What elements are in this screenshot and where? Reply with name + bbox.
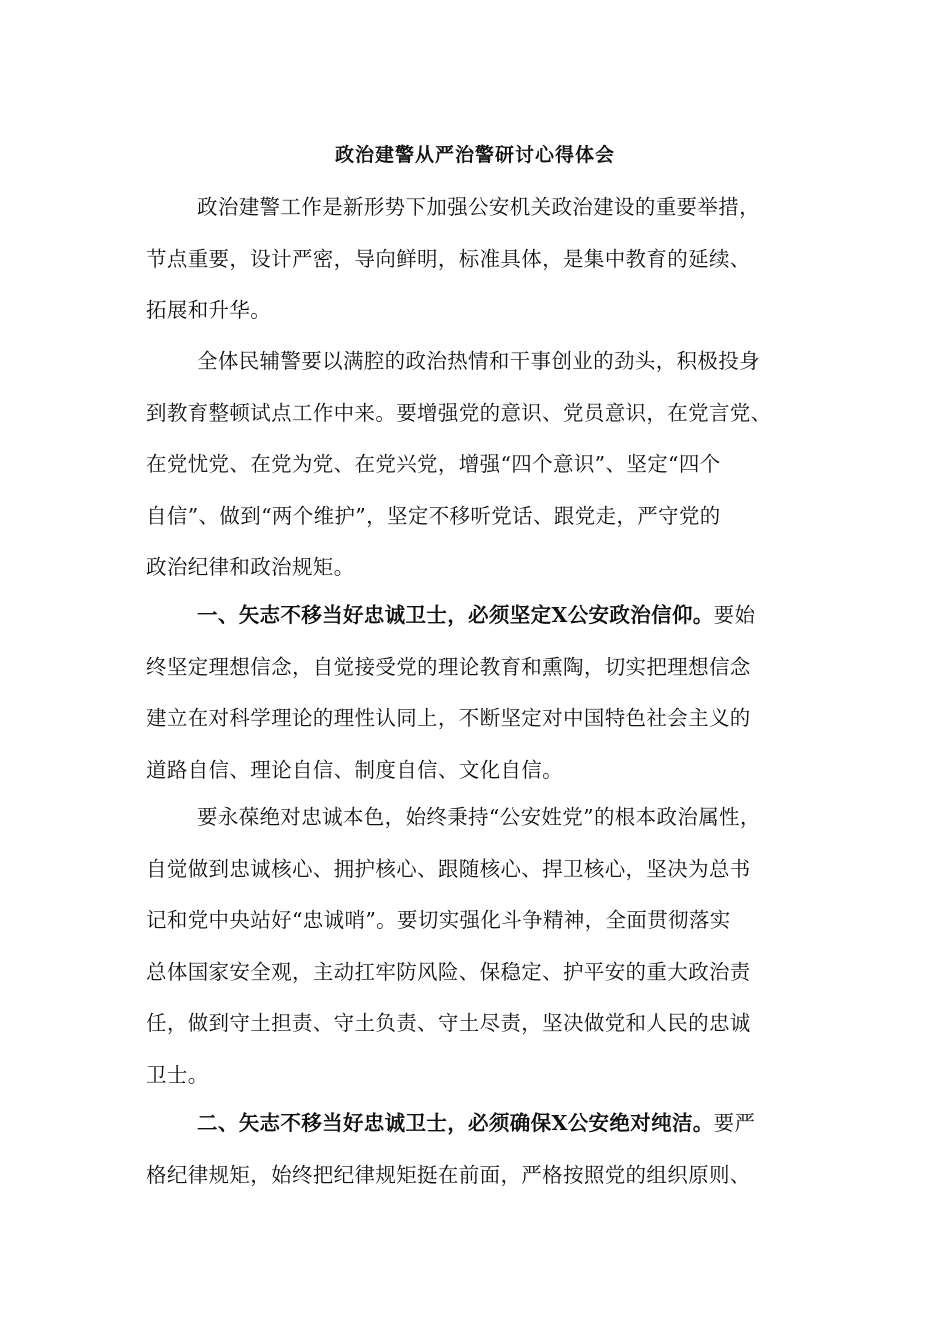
paragraph-line: 建立在对科学理论的理性认同上，不断坚定对中国特色社会主义的 [146,706,751,730]
section-heading-2: 二、矢志不移当好忠诚卫士，必须确保X公安绝对纯洁。 [197,1111,714,1135]
paragraph-line: 记和党中央站好“忠诚哨”。要切实强化斗争精神，全面贯彻落实 [146,908,731,932]
paragraph-line: 道路自信、理论自信、制度自信、文化自信。 [146,757,563,782]
paragraph-line: 任，做到守土担责、守土负责、守土尽责，坚决做党和人民的忠诚 [146,1011,751,1035]
paragraph-line: 自觉做到忠诚核心、拥护核心、跟随核心、捍卫核心，坚决为总书 [146,856,751,881]
paragraph-line: 要永葆绝对忠诚本色，始终秉持“公安姓党”的根本政治属性， [197,805,761,829]
paragraph-4 [146,792,826,1101]
paragraph-3 [146,590,826,796]
paragraph-line: 终坚定理想信念，自觉接受党的理论教育和熏陶，切实把理想信念 [146,654,751,679]
paragraph-line: 拓展和升华。 [146,298,272,322]
paragraph-line: 全体民辅警要以满腔的政治热情和干事创业的劲头，积极投身 [197,349,760,373]
section-heading-1: 一、矢志不移当好忠诚卫士，必须坚定X公安政治信仰。 [197,603,714,627]
section-heading-line [146,590,826,642]
document-title: 政治建警从严治警研讨心得体会 [334,144,615,166]
paragraph-2 [146,336,826,594]
paragraph-1 [146,182,826,337]
paragraph-line: 自信”、做到“两个维护”，坚定不移听党话、跟党走，严守党的 [146,503,721,528]
heading-line-rest: 要始 [713,603,756,627]
paragraph-line: 总体国家安全观，主动扛牢防风险、保稳定、护平安的重大政治责 [146,959,751,984]
paragraph-5 [146,1098,826,1201]
heading-line-rest: 要严 [713,1111,756,1135]
paragraph-line: 到教育整顿试点工作中来。要增强党的意识、党员意识，在党言党、 [146,400,772,425]
paragraph-line: 在党忧党、在党为党、在党兴党，增强“四个意识”、坚定“四个 [146,452,721,476]
paragraph-line: 节点重要，设计严密，导向鲜明，标准具体，是集中教育的延续、 [146,246,751,271]
section-heading-line [146,1098,826,1150]
paragraph-line: 政治纪律和政治规矩。 [146,555,355,579]
paragraph-line: 格纪律规矩，始终把纪律规矩挺在前面，严格按照党的组织原则、 [146,1162,751,1187]
paragraph-line: 政治建警工作是新形势下加强公安机关政治建设的重要举措， [197,195,760,219]
paragraph-line: 卫士。 [146,1062,209,1087]
